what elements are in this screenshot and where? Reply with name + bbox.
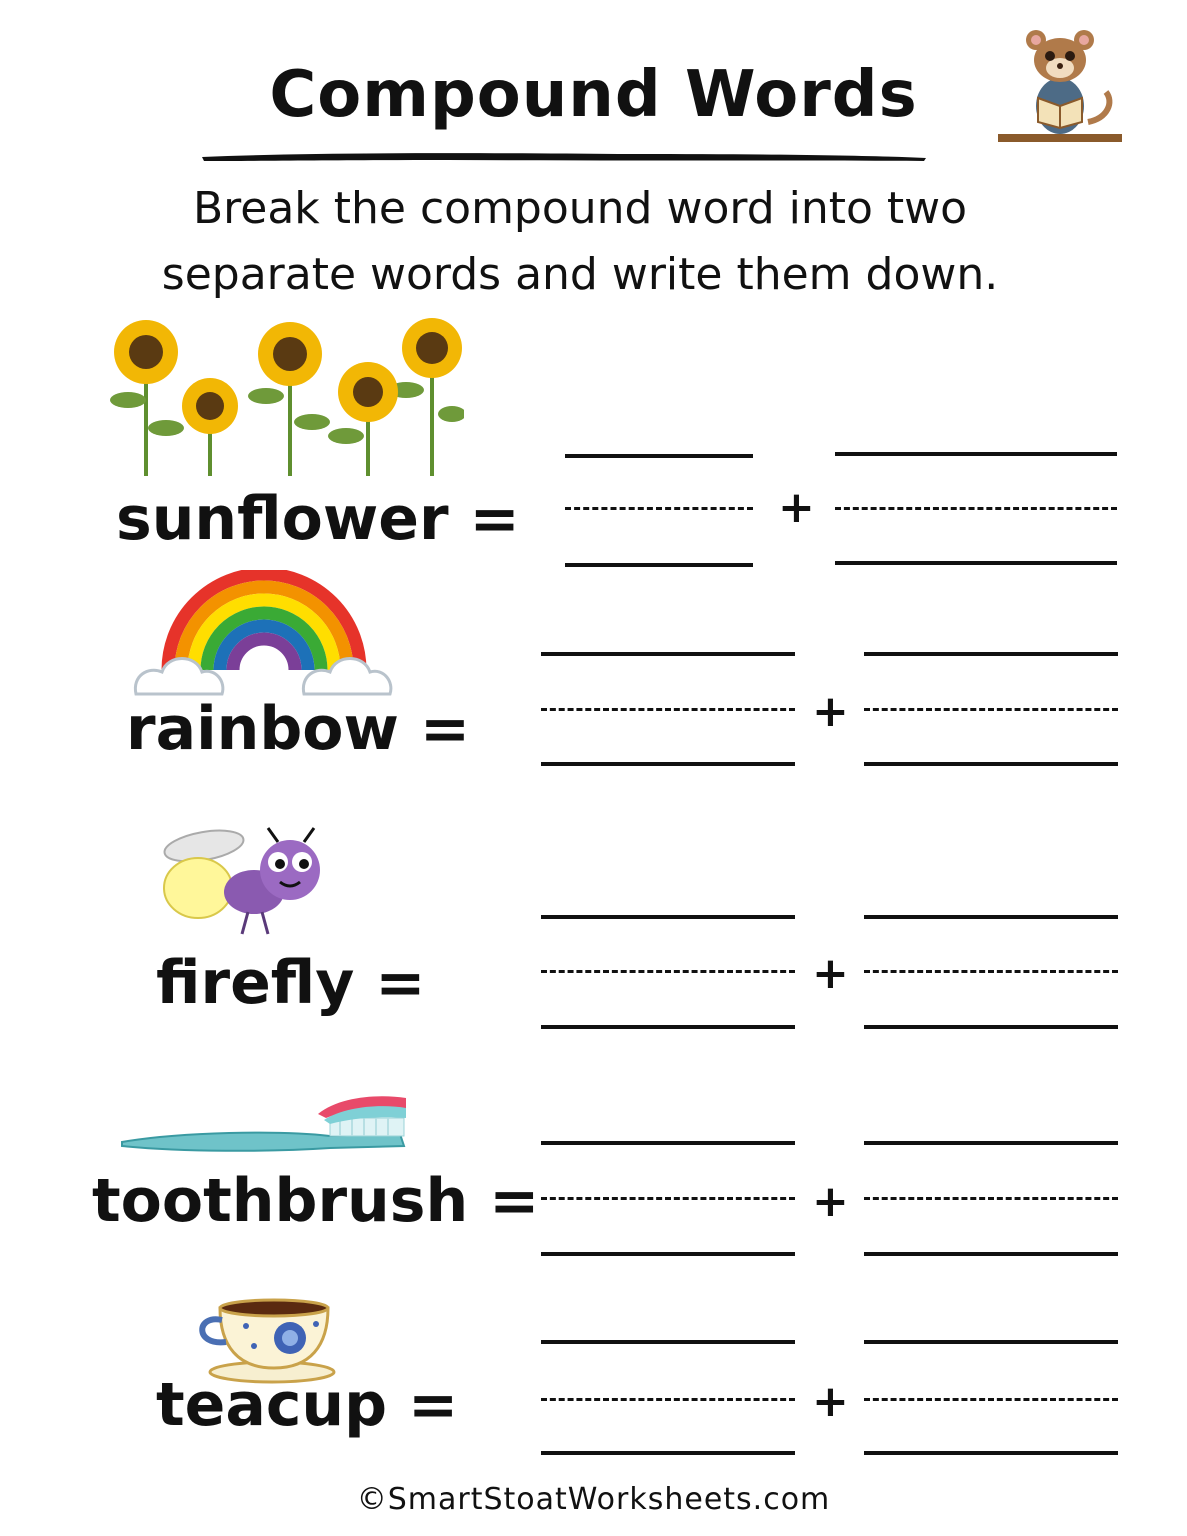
answer-line-2a-mid xyxy=(541,708,795,711)
answer-line-1b-bottom xyxy=(835,561,1117,565)
page-title: Compound Words xyxy=(269,58,918,132)
instructions xyxy=(90,176,1070,308)
answer-line-1a-mid xyxy=(565,507,753,510)
answer-line-1b-mid xyxy=(835,507,1117,510)
instructions-line-1: Break the compound word into two xyxy=(192,183,968,234)
answer-line-4a-mid xyxy=(541,1197,795,1200)
answer-line-3b-bottom xyxy=(864,1025,1118,1029)
rainbow-image xyxy=(132,570,396,700)
answer-line-5b-bottom xyxy=(864,1451,1118,1455)
plus-sign-3: + xyxy=(812,948,849,999)
answer-line-3a-bottom xyxy=(541,1025,795,1029)
item-word-firefly: firefly = xyxy=(156,948,426,1018)
answer-line-4b-bottom xyxy=(864,1252,1118,1256)
answer-line-4a-bottom xyxy=(541,1252,795,1256)
answer-line-2b-top xyxy=(864,652,1118,656)
answer-line-5b-mid xyxy=(864,1398,1118,1401)
plus-sign-4: + xyxy=(812,1176,849,1227)
item-word-teacup: teacup = xyxy=(156,1370,459,1440)
instructions-line-2: separate words and write them down. xyxy=(161,249,999,300)
answer-line-4b-mid xyxy=(864,1197,1118,1200)
answer-line-1b-top xyxy=(835,452,1117,456)
stoat-mascot-icon xyxy=(998,22,1122,144)
answer-line-5b-top xyxy=(864,1340,1118,1344)
answer-line-2b-mid xyxy=(864,708,1118,711)
sunflowers-image xyxy=(106,318,464,478)
answer-line-3b-top xyxy=(864,915,1118,919)
answer-line-2b-bottom xyxy=(864,762,1118,766)
item-word-rainbow: rainbow = xyxy=(126,694,471,764)
answer-line-1a-top xyxy=(565,454,753,458)
answer-line-3a-mid xyxy=(541,970,795,973)
toothbrush-image xyxy=(120,1090,410,1156)
answer-line-5a-mid xyxy=(541,1398,795,1401)
answer-line-5a-top xyxy=(541,1340,795,1344)
item-word-toothbrush: toothbrush = xyxy=(92,1166,540,1236)
answer-line-4b-top xyxy=(864,1141,1118,1145)
answer-line-3b-mid xyxy=(864,970,1118,973)
copyright-footer: ©SmartStoatWorksheets.com xyxy=(356,1482,831,1517)
item-word-sunflower: sunflower = xyxy=(116,484,520,554)
firefly-image xyxy=(158,822,330,940)
title-underline xyxy=(198,148,930,164)
answer-line-2a-bottom xyxy=(541,762,795,766)
plus-sign-1: + xyxy=(778,482,815,533)
answer-line-4a-top xyxy=(541,1141,795,1145)
plus-sign-2: + xyxy=(812,686,849,737)
answer-line-5a-bottom xyxy=(541,1451,795,1455)
answer-line-2a-top xyxy=(541,652,795,656)
answer-line-1a-bottom xyxy=(565,563,753,567)
answer-line-3a-top xyxy=(541,915,795,919)
plus-sign-5: + xyxy=(812,1376,849,1427)
